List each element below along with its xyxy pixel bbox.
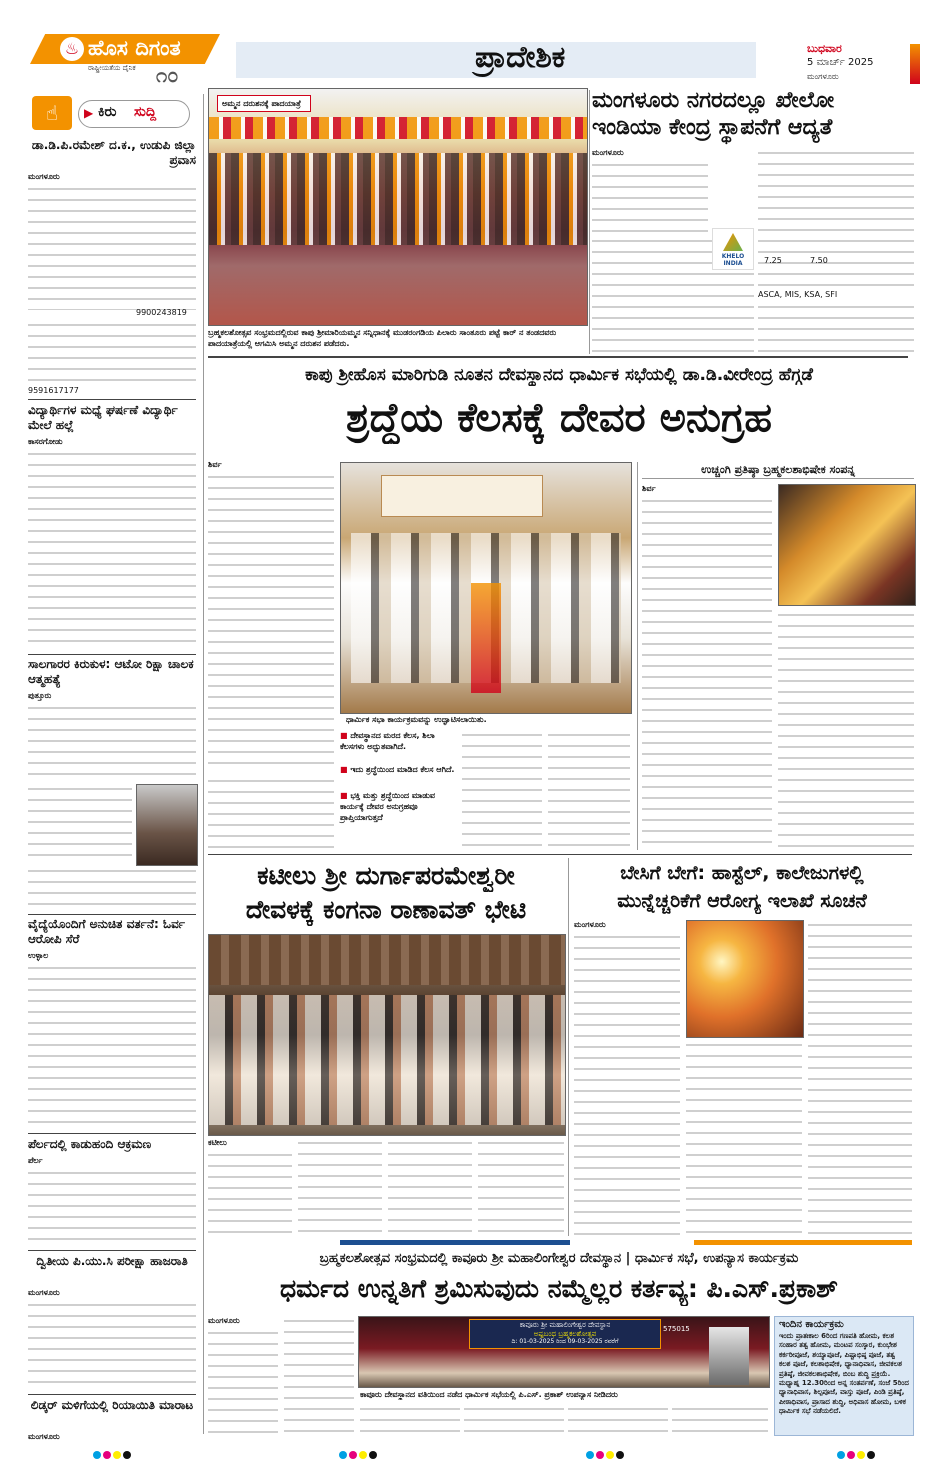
kiru-item-title: ಲಿಡ್ಕರ್ ಮಳಿಗೆಯಲ್ಲಿ ರಿಯಾಯಿತಿ ಮಾರಾಟ [30,1398,194,1412]
kapu-photo-caption: ಧಾರ್ಮಿಕ ಸಭಾ ಕಾರ್ಯಕ್ರಮವನ್ನು ಉದ್ಘಾಟಿಸಲಾಯಿತು. [346,715,487,724]
kavoor-body [568,1404,668,1434]
magenta-dot [103,1451,111,1459]
kiru-header-a: ಕಿರು [98,104,117,120]
khelo-orgs: ASCA, MIS, KSA, SFI [758,290,838,299]
kapu-body [548,730,630,846]
kapu-bullet [340,790,458,823]
masthead [0,0,945,90]
banner-text: ಕಾವೂರು ಶ್ರೀ ಮಹಾಲಿಂಗೇಶ್ವರ ದೇವಸ್ಥಾನ [519,1321,611,1329]
kapu-place: ಶಿರ್ವ [208,460,222,469]
lamp-garland [471,583,501,693]
banner-pin: 575015 [663,1325,690,1333]
color-registration-mid2 [585,1444,625,1463]
column-rule [203,94,204,1434]
masthead-date: 5 ಮಾರ್ಚ್ 2025 [807,57,874,68]
kiru-item-title: ವೈದ್ಯೆಯೊಂದಿಗೆ ಅನುಚಿತ ವರ್ತನೆ: ಓರ್ವ ಆರೋಪಿ ಸೆರೆ [28,917,185,946]
kapu-bullet-text: ದೇವಸ್ಥಾನದ ಮರದ ಕೆಲಸ, ಶಿಲಾ ಕೆಲಸಗಳು ಅದ್ಭುತವಾಗಿದೆ. [340,731,435,751]
logo-tagline: ರಾಷ್ಟ್ರೀಯತೆಯ ದೈನಿಕ [88,64,136,72]
kiru-item-body [28,703,196,783]
magenta-dot [596,1451,604,1459]
kavoor-body [208,1328,278,1434]
khelo-fig-a: 7.25 [764,256,782,265]
ucchangi-headline: ಉಚ್ಚಂಗಿ ಪ್ರತಿಷ್ಠಾ ಬ್ರಹ್ಮಕಲಶಾಭಿಷೇಕ ಸಂಪನ್ನ [642,462,914,479]
banner-dates: ದಿ: 01-03-2025 ರಿಂದ 09-03-2025 ರವರೆಗೆ [511,1338,619,1345]
kiru-header [32,96,192,130]
khelo-india-logo [712,228,754,270]
kiru-item-body [28,184,196,310]
black-dot [616,1451,624,1459]
summer-headline-1: ಬೇಸಿಗೆ ಬೇಗೆ: ಹಾಸ್ಟೆಲ್, ಕಾಲೇಜುಗಳಲ್ಲಿ [620,862,864,884]
main-photo [208,88,588,326]
temple-roof [209,935,565,985]
yellow-dot [359,1451,367,1459]
kapu-body [462,730,542,846]
bullet-icon: ■ [340,731,351,740]
ucchangi-place: ಶಿರ್ವ [642,484,656,493]
khelo-place: ಮಂಗಳೂರು [592,148,624,157]
summer-body [574,932,680,1236]
photo-badge: ಅಮ್ಮನ ದರುಶನಕ್ಕೆ ಪಾದಯಾತ್ರೆ [217,95,311,112]
summer-headline-2: ಮುನ್ನೆಚ್ಚರಿಕೆಗೆ ಆರೋಗ್ಯ ಇಲಾಖೆ ಸೂಚನೆ [617,890,867,912]
kateel-body [298,1138,382,1236]
cyan-dot [93,1451,101,1459]
summer-body [686,1040,802,1236]
kiru-phone-b: 9591617177 [28,386,79,395]
kapu-bullet-text: ಭಕ್ತಿ ಮತ್ತು ಶ್ರದ್ಧೆಯಿಂದ ಮಾಡುವ ಕಾರ್ಯಕ್ಕೆ ದೇವರ ಅನುಗ್ರಹವೂ ಪ್ರಾಪ್ತಿಯಾಗುತ್ತದೆ [340,791,436,822]
people-row [209,995,565,1125]
garland-row [209,117,587,139]
kapu-body [208,776,334,848]
kapu-body [208,472,334,772]
ucchangi-story [642,462,914,850]
summer-place: ಮಂಗಳೂರು [574,920,606,929]
arrow-icon: ▶ [84,106,94,120]
kiru-item-place: ಉಳ್ಳಾಲ [28,951,49,960]
black-dot [369,1451,377,1459]
divider [208,356,908,358]
cyan-dot [586,1451,594,1459]
kateel-photo [208,934,566,1136]
divider [28,1133,196,1134]
divider [208,854,912,855]
kiru-item-body [28,449,196,649]
page-number: ೧೦ [156,63,179,87]
bullet-icon: ■ [340,765,351,774]
kiru-suddi-column [28,94,198,1441]
kiru-item-title: ಸಾಲಗಾರರ ಕಿರುಕುಳ: ಆಟೋ ರಿಕ್ಷಾ ಚಾಲಕ ಆತ್ಮಹತ್ಯೆ [28,657,194,686]
section-bar-orange [694,1240,912,1245]
kateel-place: ಕಟೀಲು [208,1138,227,1147]
kateel-headline-2: ದೇವಳಕ್ಕೆ ಕಂಗನಾ ರಾಣಾವತ್ ಭೇಟಿ [245,895,527,924]
kapu-bullet-box [340,730,458,848]
black-dot [123,1451,131,1459]
main-photo-caption: ಬ್ರಹ್ಮಕಲಶೋತ್ಸವ ಸಂಭ್ರಮದಲ್ಲಿರುವ ಕಾಪು ಶ್ರೀಮಾರಿಯಮ್ಮನ ಸನ್ನಿಧಾನಕ್ಕೆ ಮುಡರಂಗಡಿಯ ಪಿಲಾರು ಸಾಂತೂರು ಪಟ್ಟೆ ಕಾರ್ ನ ತಂಡದವರು ಪಾದಯಾತ್ರೆಯಲ್ಲಿ ಆಗಮಿಸಿ ಅಮ್ಮನ ದರುಶನ ಪಡೆದರು. [208,328,557,348]
kateel-headline-1: ಕಟೀಲು ಶ್ರೀ ದುರ್ಗಾಪರಮೇಶ್ವರೀ [257,861,515,890]
kavoor-headline: ಧರ್ಮದ ಉನ್ನತಿಗೆ ಶ್ರಮಿಸುವುದು ನಮ್ಮೆಲ್ಲರ ಕರ್ತವ್ಯ: ಪಿ.ಎಸ್.ಪ್ರಕಾಶ್ [280,1274,838,1303]
kateel-body [388,1138,472,1236]
cyan-dot [837,1451,845,1459]
person-photo [136,784,198,866]
kavoor-kicker: ಬ್ರಹ್ಮಕಲಶೋತ್ಸವ ಸಂಭ್ರಮದಲ್ಲಿ ಕಾವೂರು ಶ್ರೀ ಮಹಾಲಿಂಗೇಶ್ವರ ದೇವಸ್ಥಾನ | ಧಾರ್ಮಿಕ ಸಭೆ, ಉಪನ್ಯಾಸ ಕಾರ್ಯಕ್ರಮ [319,1251,799,1266]
divider [28,399,196,400]
section-title: ಪ್ರಾದೇಶಿಕ [475,40,566,75]
kiru-item-body [28,866,196,910]
kapu-photo [340,462,632,714]
divider [28,1250,196,1251]
kavoor-body [672,1404,768,1434]
ucchangi-body [778,610,914,850]
yellow-dot [606,1451,614,1459]
yellow-dot [857,1451,865,1459]
ucchangi-body [642,496,772,850]
kavoor-photo [358,1316,770,1388]
kiru-item-title: ದ್ವಿತೀಯ ಪಿ.ಯು.ಸಿ ಪರೀಕ್ಷಾ ಹಾಜರಾತಿ [36,1254,188,1268]
kiru-item-place: ಮಂಗಳೂರು [28,1288,60,1297]
stage-banner [381,475,543,517]
column-rule [589,90,590,354]
kiru-item-place: ಮಂಗಳೂರು [28,1432,60,1441]
today-title: ಇಂದಿನ ಕಾರ್ಯಕ್ರಮ [779,1319,844,1330]
section-bar-blue [340,1240,570,1245]
kavoor-place: ಮಂಗಳೂರು [208,1316,240,1325]
summer-body [808,920,912,1236]
kiru-item-body [28,784,132,864]
kavoor-body [284,1316,354,1434]
kiru-item-title: ಡಾ.ಡಿ.ಪಿ.ರಮೇಶ್ ದ.ಕ., ಉಡುಪಿ ಜಿಲ್ಲಾ ಪ್ರವಾಸ [31,138,196,167]
kiru-item-place: ಪೆರ್ಲ [28,1156,43,1165]
kavoor-photo-caption: ಕಾವೂರು ದೇವಸ್ಥಾನದ ವತಿಯಿಂದ ನಡೆದ ಧಾರ್ಮಿಕ ಸಭೆಯಲ್ಲಿ ಪಿ.ಎಸ್. ಪ್ರಕಾಶ್ ಉಪನ್ಯಾಸ ನೀಡಿದರು [360,1390,618,1399]
summer-photo [686,920,804,1038]
kiru-item-body [28,1300,196,1390]
kiru-item-body [28,1168,196,1246]
color-registration-left [92,1444,132,1463]
magenta-dot [847,1451,855,1459]
magenta-dot [349,1451,357,1459]
divider [28,654,196,655]
masthead-day: ಬುಧವಾರ [807,42,842,55]
kapu-bullet [340,730,458,752]
ucchangi-photo [778,484,916,606]
bullet-icon: ■ [340,791,351,800]
finger-point-icon: ☝ [32,96,72,130]
khelo-logo-text: KHELO INDIA [721,253,745,267]
today-body: ಇಂದು ಪ್ರಾತಃಕಾಲ 6ರಿಂದ ಗಣಪತಿ ಹೋಮ, ಕಲಶ ಸಂಹಾರ ತತ್ವ ಹೋಮ, ಮಂಟಪ ಸಂಸ್ಕಾರ, ಕುಂಭೇಶ ಕರ್ಕರೀಪೂಜೆ, ಶಯ್ಯಾಪೂಜೆ, ಪಿಷ್ಟಾಭಿಷ್ಠ ಪೂಜೆ, ತತ್ವ ಕಲಶ ಪೂಜೆ, ಕಲಶಾಭಿಷೇಕ, ಧ್ಯಾನಾಧಿವಾಸ, ಜೀವಕಲಶ ಪ್ರತಿಷ್ಠೆ, ಜೀವಕಲಶಾಭಿಷೇಕ, ಬಿಂಬ ಶುದ್ಧಿ ಪ್ರಕ್ರಿಯೆ. ಮಧ್ಯಾಹ್ನ 12.30ರಿಂದ ಅನ್ನ ಸಂತರ್ಪಣೆ, ಸಂಜೆ 5ರಿಂದ ಧ್ಯಾನಾಧಿವಾಸ, ಶಿಲ್ಪಪೂಜೆ, ವಾಸ್ತು ಪೂಜೆ, ಪಿಂಡಿ ಪ್ರತಿಷ್ಠೆ, ಪೀಠಾಧಿವಾಸ, ಪ್ರಾಸಾದ ಶುದ್ಧಿ, ಅಧಿವಾಸ ಹೋಮ, ಬಳಿಕ ಧಾರ್ಮಿಕ ಸಭೆ ನಡೆಯಲಿದೆ. [779,1332,909,1416]
yellow-dot [113,1451,121,1459]
khelo-fig-b: 7.50 [810,256,828,265]
kapu-bullet-text: ಇದು ಶ್ರದ್ಧೆಯಿಂದ ಮಾಡಿದ ಕೆಲಸ ಆಗಿದೆ. [350,765,455,774]
kiru-item-title: ವಿದ್ಯಾರ್ಥಿಗಳ ಮಧ್ಯೆ ಘರ್ಷಣೆ ವಿದ್ಯಾರ್ಥಿ ಮೇಲೆ ಹಲ್ಲೆ [28,403,178,432]
divider [28,1394,196,1395]
kavoor-banner [469,1319,661,1349]
logo-text: ಹೊಸ ದಿಗಂತ [88,36,181,60]
color-registration-mid [338,1444,378,1463]
color-registration-right [836,1444,876,1463]
kiru-item-body [28,963,196,1129]
khelo-emblem-icon [723,233,743,251]
kiru-item-body-2 [28,320,196,386]
logo-block [30,34,220,86]
kiru-item-place: ಕಾಸರಗೋಡು [28,437,63,446]
banner-event: ಅಷ್ಟಬಂಧ ಬ್ರಹ್ಮಕಲಶೋತ್ಸವ [533,1330,597,1338]
masthead-color-strip [910,44,920,84]
divider [28,914,196,915]
khelo-story [592,88,914,354]
kavoor-body [360,1404,460,1434]
kapu-kicker: ಕಾಪು ಶ್ರೀಹೊಸ ಮಾರಿಗುಡಿ ನೂತನ ದೇವಸ್ಥಾನದ ಧಾರ್ಮಿಕ ಸಭೆಯಲ್ಲಿ ಡಾ.ಡಿ.ವೀರೇಂದ್ರ ಹೆಗ್ಗಡೆ [305,365,813,385]
kateel-body [478,1138,564,1236]
column-rule [637,462,638,850]
kiru-item-place: ಪುತ್ತೂರು [28,691,52,700]
kapu-bullet [340,764,458,775]
cyan-dot [339,1451,347,1459]
kiru-header-b: ಸುದ್ದಿ [134,104,157,120]
kapu-headline: ಶ್ರದ್ಧೆಯ ಕೆಲಸಕ್ಕೆ ದೇವರ ಅನುಗ್ರಹ [346,395,772,441]
khelo-body [758,302,914,354]
khelo-headline-2: ಇಂಡಿಯಾ ಕೇಂದ್ರ ಸ್ಥಾಪನೆಗೆ ಆದ್ಯತೆ [592,115,833,140]
speaker [709,1327,749,1385]
kiru-item-title: ಪೆರ್ಲದಲ್ಲಿ ಕಾಡುಹಂದಿ ಆಕ್ರಮಣ [28,1137,152,1151]
masthead-city: ಮಂಗಳೂರು [807,72,839,81]
khelo-headline-1: ಮಂಗಳೂರು ನಗರದಲ್ಲೂ ಖೇಲೋ [592,88,835,113]
kiru-item-place: ಮಂಗಳೂರು [28,172,60,181]
crowd [209,153,587,245]
lamp-icon: ♨ [60,37,84,61]
today-box [774,1316,914,1436]
kiru-phone-a: 9900243819 [136,308,187,317]
kateel-body [208,1150,292,1236]
column-rule [568,858,569,1236]
black-dot [867,1451,875,1459]
khelo-body [758,148,914,288]
kavoor-body [464,1404,564,1434]
